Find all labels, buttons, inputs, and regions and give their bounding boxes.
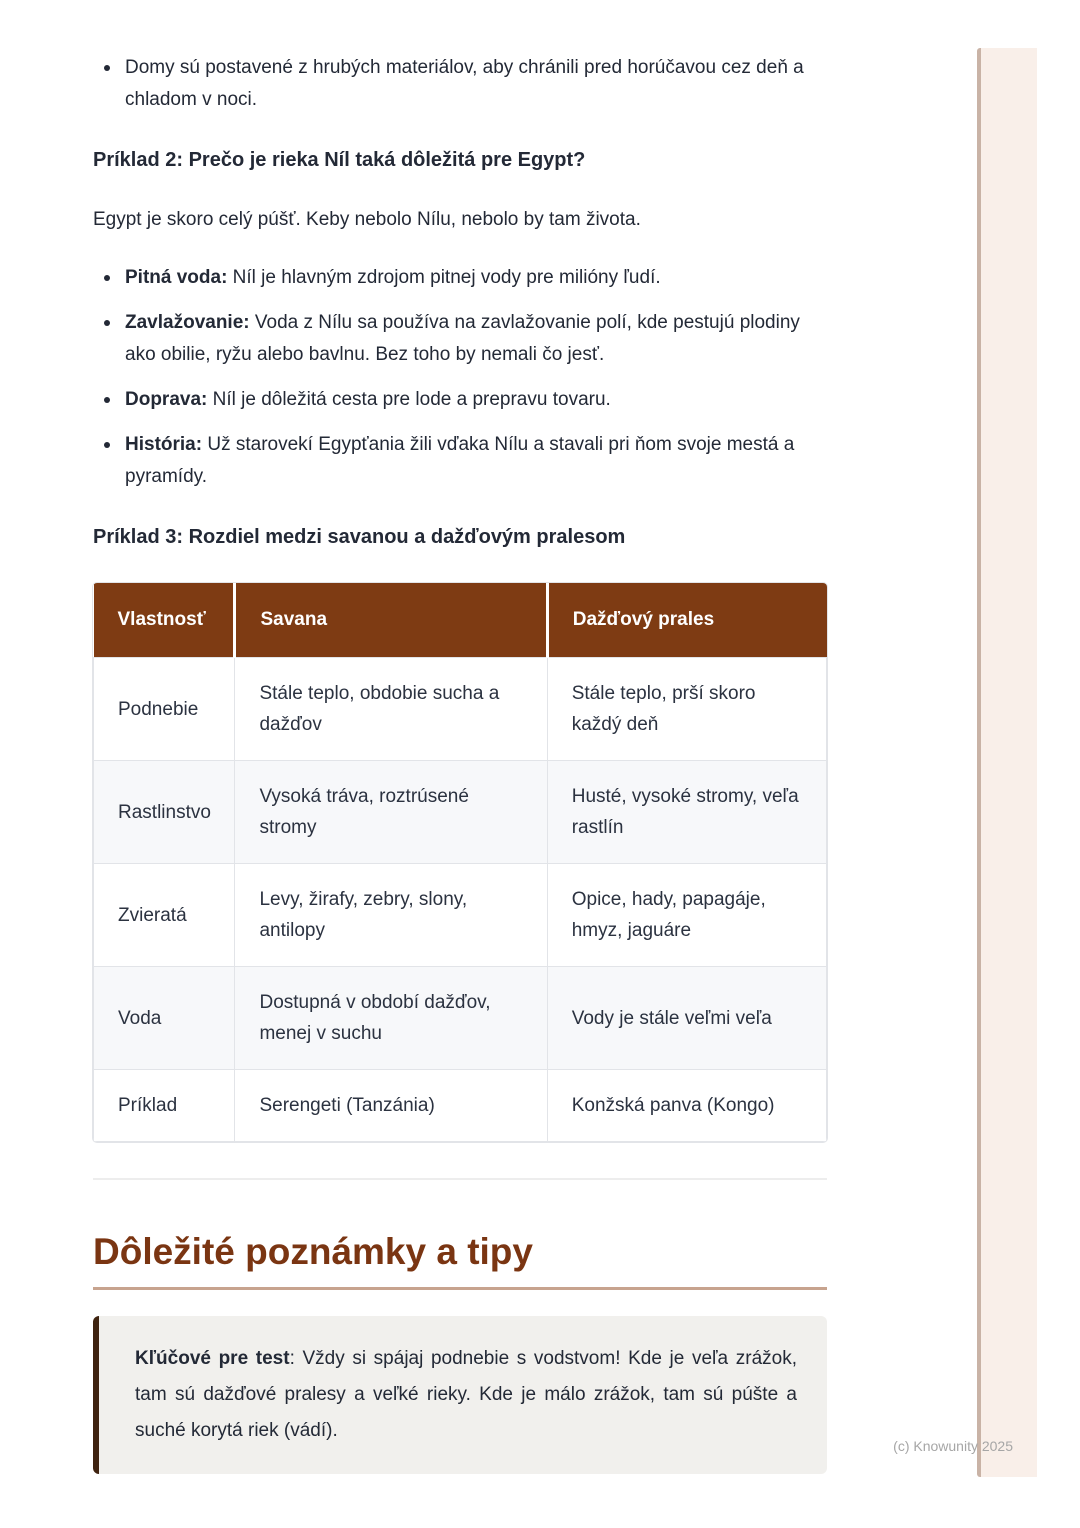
table-cell: Opice, hady, papagáje, hmyz, jaguáre [547,864,826,967]
table-cell: Serengeti (Tanzánia) [235,1070,547,1142]
table-header-cell: Savana [235,583,547,658]
list-item [93,307,827,371]
list-item [93,52,827,116]
table-cell: Husté, vysoké stromy, veľa rastlín [547,761,826,864]
bullet-dot-icon [104,275,110,281]
table-cell: Dostupná v období dažďov, menej v suchu [235,967,547,1070]
table-cell: Vody je stále veľmi veľa [547,967,826,1070]
bullet-dot-icon [104,65,110,71]
table-row [94,761,827,864]
key-tip-callout [93,1316,827,1474]
section-divider [93,1178,827,1180]
bullet-dot-icon [104,320,110,326]
table-row [94,864,827,967]
table-header-row [94,583,827,658]
table-cell: Levy, žirafy, zebry, slony, antilopy [235,864,547,967]
callout-lead: Kľúčové pre test [135,1348,290,1369]
document-content [93,52,827,1474]
table-row [94,658,827,761]
example2-bullet-list [93,262,827,493]
comparison-table [93,583,827,1142]
table-header-cell: Dažďový prales [547,583,826,658]
table-row [94,1070,827,1142]
example3-heading: Príklad 3: Rozdiel medzi savanou a dažďovým pralesom [93,526,626,548]
table-cell: Voda [94,967,235,1070]
comparison-table-wrapper [93,583,827,1142]
callout-text: : Vždy si spájaj podnebie s vodstvom! Kde je veľa zrážok, tam sú dažďové pralesy a veľké rieky. Kde je málo zrážok, tam sú púšte a suché korytá riek (vádí). [135,1348,797,1441]
list-item-text: Níl je hlavným zdrojom pitnej vody pre milióny ľudí. [227,267,661,288]
copyright-text: (c) Knowunity 2025 [893,1438,1013,1454]
list-item-lead: Zavlažovanie: [125,312,250,333]
table-cell: Konžská panva (Kongo) [547,1070,826,1142]
list-item [93,262,827,294]
notes-section-heading: Dôležité poznámky a tipy [93,1230,827,1290]
list-item [93,429,827,493]
table-cell: Príklad [94,1070,235,1142]
table-header-cell: Vlastnosť [94,583,235,658]
list-item-text: Níl je dôležitá cesta pre lode a prepravu tovaru. [207,389,611,410]
example2-intro-paragraph: Egypt je skoro celý púšť. Keby nebolo Nílu, nebolo by tam života. [93,209,641,230]
list-item-lead: Pitná voda: [125,267,228,288]
list-item-text: Domy sú postavené z hrubých materiálov, aby chránili pred horúčavou cez deň a chladom v noci. [125,57,804,110]
table-cell: Stále teplo, prší skoro každý deň [547,658,826,761]
bullet-dot-icon [104,397,110,403]
intro-bullet-list [93,52,827,116]
table-cell: Podnebie [94,658,235,761]
table-cell: Vysoká tráva, roztrúsené stromy [235,761,547,864]
table-cell: Rastlinstvo [94,761,235,864]
example2-heading: Príklad 2: Prečo je rieka Níl taká dôležitá pre Egypt? [93,149,586,171]
table-cell: Stále teplo, obdobie sucha a dažďov [235,658,547,761]
page-edge-stripe [977,48,1037,1477]
bullet-dot-icon [104,442,110,448]
list-item-text: Voda z Nílu sa používa na zavlažovanie polí, kde pestujú plodiny ako obilie, ryžu alebo bavlnu. Bez toho by nemali čo jesť. [125,312,800,365]
list-item-text: Už starovekí Egypťania žili vďaka Nílu a stavali pri ňom svoje mestá a pyramídy. [125,434,795,487]
list-item-lead: História: [125,434,203,455]
list-item-lead: Doprava: [125,389,208,410]
list-item [93,384,827,416]
table-row [94,967,827,1070]
table-cell: Zvieratá [94,864,235,967]
